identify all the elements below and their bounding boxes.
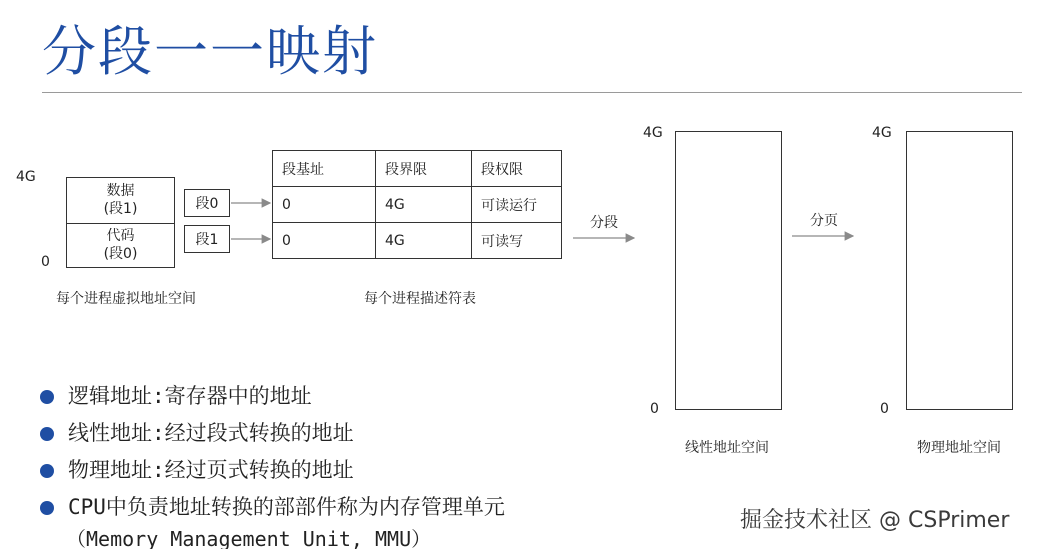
bullet-dot-icon bbox=[40, 390, 54, 404]
code-segment-id: (段0) bbox=[103, 246, 138, 263]
linear-space-caption: 线性地址空间 bbox=[685, 440, 769, 456]
descriptor-table bbox=[272, 150, 562, 259]
linear-space-bottom-label: 0 bbox=[650, 401, 659, 417]
physical-space-caption: 物理地址空间 bbox=[917, 440, 1001, 456]
table-row bbox=[273, 187, 562, 223]
virtual-space-caption: 每个进程虚拟地址空间 bbox=[56, 291, 196, 307]
segment-selector-0: 段0 bbox=[184, 189, 230, 217]
bullet-dot-icon bbox=[40, 427, 54, 441]
bullet-dot-icon bbox=[40, 464, 54, 478]
bullet-list bbox=[40, 378, 505, 549]
virtual-space-top-label: 4G bbox=[16, 169, 36, 185]
bullet-text: 线性地址:经过段式转换的地址 bbox=[68, 421, 354, 445]
code-segment-label: 代码 bbox=[106, 228, 135, 245]
bullet-dot-icon bbox=[40, 501, 54, 515]
segment-selector-1: 段1 bbox=[184, 225, 230, 253]
table-row bbox=[273, 223, 562, 259]
list-item bbox=[40, 489, 505, 526]
linear-address-space-box bbox=[675, 131, 782, 410]
physical-space-bottom-label: 0 bbox=[880, 401, 889, 417]
page-title: 分段一一映射 bbox=[42, 20, 378, 83]
table-cell: 4G bbox=[376, 223, 472, 259]
bullet-subtext: （Memory Management Unit, MMU） bbox=[66, 527, 432, 549]
paging-label: 分页 bbox=[810, 213, 838, 229]
table-header-cell: 段基址 bbox=[273, 151, 376, 187]
linear-space-top-label: 4G bbox=[643, 125, 663, 141]
watermark: 掘金技术社区 @ CSPrimer bbox=[740, 508, 1010, 533]
table-header-cell: 段界限 bbox=[376, 151, 472, 187]
bullet-text: 物理地址:经过页式转换的地址 bbox=[68, 458, 354, 482]
list-item bbox=[40, 378, 505, 415]
segmentation-label: 分段 bbox=[590, 215, 618, 231]
physical-space-top-label: 4G bbox=[872, 125, 892, 141]
table-header-cell: 段权限 bbox=[472, 151, 562, 187]
table-cell: 可读写 bbox=[472, 223, 562, 259]
table-cell: 0 bbox=[273, 187, 376, 223]
virtual-space-bottom-label: 0 bbox=[41, 254, 50, 270]
physical-address-space-box bbox=[906, 131, 1013, 410]
list-item bbox=[40, 415, 505, 452]
data-segment-id: (段1) bbox=[103, 201, 138, 218]
table-cell: 0 bbox=[273, 223, 376, 259]
table-cell: 4G bbox=[376, 187, 472, 223]
list-item bbox=[40, 452, 505, 489]
data-segment-label: 数据 bbox=[106, 183, 135, 200]
table-cell: 可读运行 bbox=[472, 187, 562, 223]
descriptor-table-caption: 每个进程描述符表 bbox=[364, 291, 476, 307]
table-header-row bbox=[273, 151, 562, 187]
bullet-text: CPU中负责地址转换的部部件称为内存管理单元 bbox=[68, 495, 505, 519]
bullet-text: 逻辑地址:寄存器中的地址 bbox=[68, 384, 312, 408]
